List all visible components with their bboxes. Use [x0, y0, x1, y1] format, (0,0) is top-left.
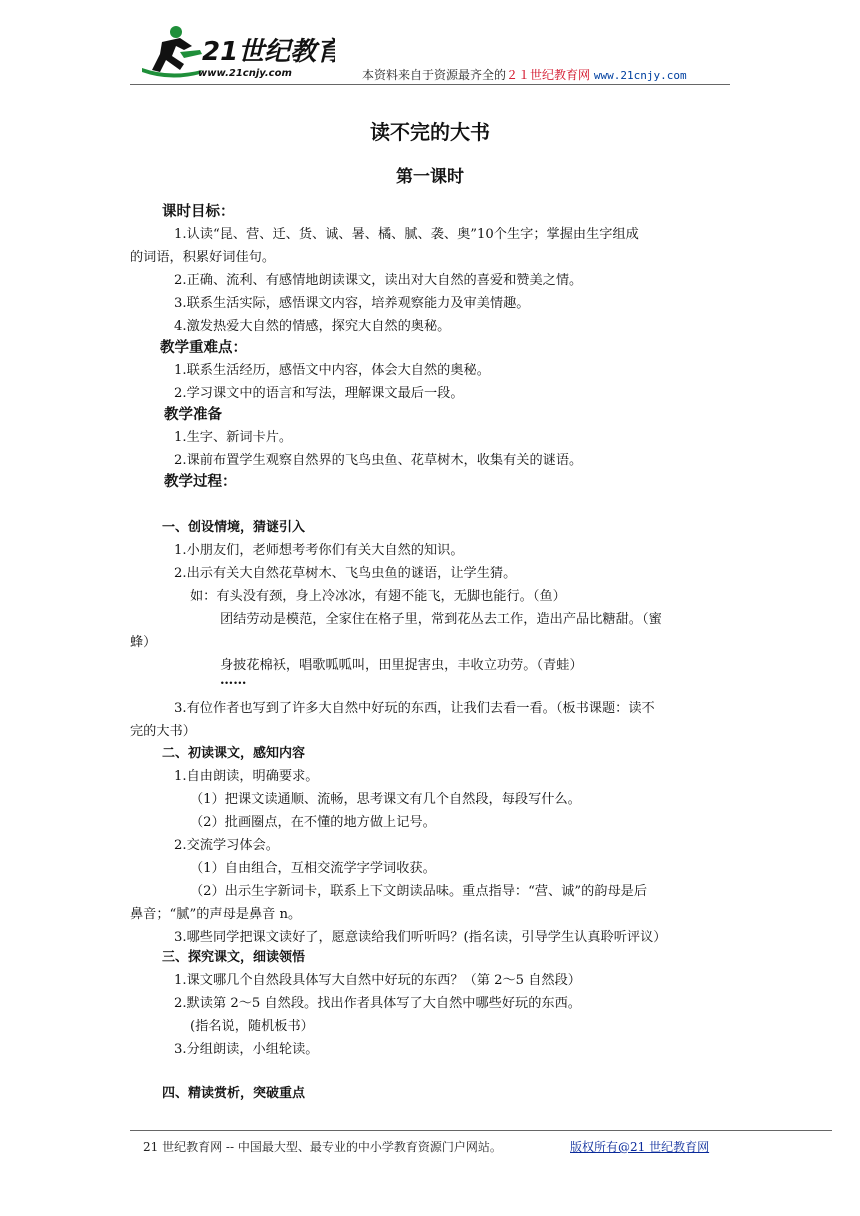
- step-line: 2.出示有关大自然花草树木、飞鸟虫鱼的谜语，让学生猜。: [174, 566, 517, 581]
- step-line: 1.小朋友们，老师想考考你们有关大自然的知识。: [174, 543, 464, 558]
- copyright-link[interactable]: 版权所有@21 世纪教育网: [570, 1140, 710, 1154]
- document-title: 读不完的大书: [370, 120, 490, 144]
- step-line: （1）把课文读通顺、流畅，思考课文有几个自然段，每段写什么。: [190, 792, 581, 807]
- step-line: 鼻音；“腻”的声母是鼻音 n。: [130, 907, 302, 922]
- keypoint-line: 1.联系生活经历，感悟文中内容，体会大自然的奥秘。: [174, 363, 490, 378]
- header-divider: [130, 84, 730, 85]
- riddle-line: 身披花棉袄，唱歌呱呱叫，田里捉害虫，丰收立功劳。（青蛙）: [220, 658, 583, 673]
- step-heading: 四、精读赏析，突破重点: [162, 1086, 306, 1101]
- goal-line: 3.联系生活实际，感悟课文内容，培养观察能力及审美情趣。: [174, 296, 530, 311]
- riddle-line: 蜂）: [130, 635, 157, 650]
- runner-logo-icon: [140, 22, 335, 84]
- step-line: （2）出示生字新词卡，联系上下文朗读品味。重点指导：“营、诚”的韵母是后: [190, 884, 648, 899]
- header-note-prefix: 本资料来自于资源最齐全的: [362, 68, 507, 82]
- logo-url: www.21cnjy.com: [198, 68, 292, 79]
- goal-line: 2.正确、流利、有感情地朗读课文，读出对大自然的喜爱和赞美之情。: [174, 273, 583, 288]
- header-note: [362, 66, 687, 83]
- step-heading: 一、创设情境，猜谜引入: [162, 520, 306, 535]
- step-line: 完的大书）: [130, 724, 196, 739]
- section-goals: 课时目标：: [162, 204, 235, 220]
- step-line: （1）自由组合，互相交流学字学词收获。: [190, 861, 436, 876]
- step-heading: 三、探究课文，细读领悟: [162, 950, 306, 965]
- step-line: 1.自由朗读，明确要求。: [174, 769, 319, 784]
- step-line: 2.交流学习体会。: [174, 838, 279, 853]
- document-subtitle: 第一课时: [396, 167, 464, 187]
- prep-line: 2.课前布置学生观察自然界的飞鸟虫鱼、花草树木，收集有关的谜语。: [174, 453, 583, 468]
- section-preparation: 教学准备: [164, 407, 222, 423]
- step-line: 3.哪些同学把课文读好了，愿意读给我们听听吗？(指名读，引导学生认真聆听评议）: [174, 930, 667, 945]
- logo-text: 21世纪教育: [202, 37, 335, 67]
- footer-divider: [130, 1130, 832, 1131]
- goal-line: 4.激发热爱大自然的情感，探究大自然的奥秘。: [174, 319, 451, 334]
- step-line: （2）批画圈点，在不懂的地方做上记号。: [190, 815, 436, 830]
- header-url[interactable]: www.21cnjy.com: [593, 69, 687, 82]
- step-heading: 二、初读课文，感知内容: [162, 746, 306, 761]
- section-process: 教学过程：: [164, 474, 237, 490]
- step-line: (指名说，随机板书）: [190, 1019, 314, 1034]
- riddle-line: 如：有头没有颈，身上冷冰冰，有翅不能飞，无脚也能行。（鱼）: [190, 589, 566, 604]
- prep-line: 1.生字、新词卡片。: [174, 430, 293, 445]
- riddle-line: 团结劳动是模范，全家住在格子里，常到花丛去工作，造出产品比糖甜。（蜜: [220, 612, 662, 627]
- step-line: 3.分组朗读，小组轮读。: [174, 1042, 319, 1057]
- ellipsis: ……: [220, 673, 247, 688]
- step-line: 2.默读第 2～5 自然段。找出作者具体写了大自然中哪些好玩的东西。: [174, 996, 581, 1011]
- footer-text: 21 世纪教育网 -- 中国最大型、最专业的中小学教育资源门户网站。: [143, 1140, 502, 1154]
- step-line: 3.有位作者也写到了许多大自然中好玩的东西，让我们去看一看。（板书课题：读不: [174, 701, 655, 716]
- header-brand[interactable]: ２１世纪教育网: [506, 68, 591, 82]
- goal-line: 1.认读“昆、营、迁、货、诚、暑、橘、腻、袭、奥”10个生字；掌握由生字组成: [174, 227, 639, 242]
- step-line: 1.课文哪几个自然段具体写大自然中好玩的东西？（第 2～5 自然段）: [174, 973, 581, 988]
- site-logo: [140, 22, 335, 84]
- goal-line: 的词语，积累好词佳句。: [130, 250, 276, 265]
- section-keypoints: 教学重难点：: [160, 340, 247, 356]
- keypoint-line: 2.学习课文中的语言和写法，理解课文最后一段。: [174, 386, 464, 401]
